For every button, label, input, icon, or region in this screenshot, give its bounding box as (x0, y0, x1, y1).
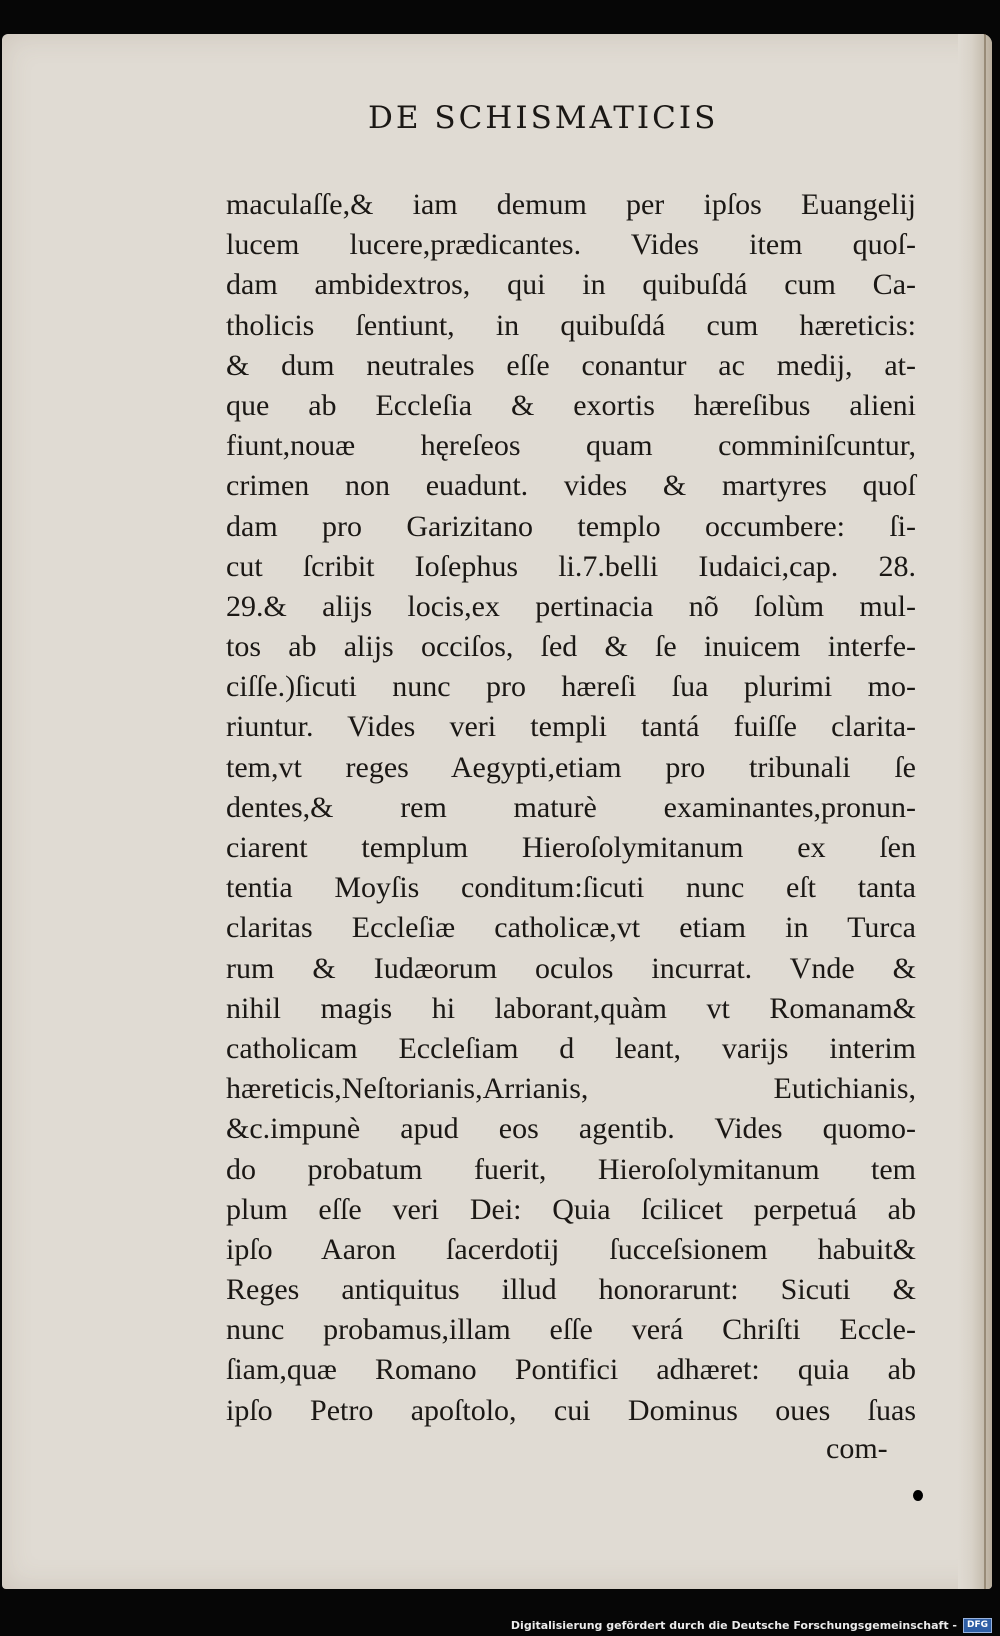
text-line: ipſo Aaron ſacerdotij ſucceſsionem habuit& (226, 1232, 916, 1266)
text-line: catholicam Eccleſiam d leant, varijs interim (226, 1031, 916, 1065)
text-line: nunc probamus,illam eſſe verá Chriſti Eccle- (226, 1313, 916, 1347)
text-line: ſiam,quæ Romano Pontifici adhæret: quia ab (226, 1353, 916, 1387)
text-line: dam ambidextros, qui in quibuſdá cum Ca- (226, 268, 916, 302)
page-edge (958, 34, 992, 1589)
text-line: que ab Eccleſia & exortis hæreſibus alieni (226, 388, 916, 422)
text-line: fiunt,nouæ hęreſeos quam comminiſcuntur, (226, 429, 916, 463)
footer-credit: Digitalisierung gefördert durch die Deutsche Forschungsgemeinschaft - (510, 1618, 957, 1632)
ink-dot (913, 1490, 923, 1501)
running-header: DE SCHISMATICIS (368, 100, 719, 136)
digitization-footer (511, 1616, 992, 1634)
text-line: plum eſſe veri Dei: Quia ſcilicet perpetuá ab (226, 1192, 916, 1226)
text-line: dentes,& rem maturè examinantes,pronun- (226, 790, 916, 824)
text-line: cut ſcribit Ioſephus li.7.belli Iudaici,cap. 28. (226, 549, 916, 583)
text-line: nihil magis hi laborant,quàm vt Romanam& (226, 991, 916, 1025)
page-body-text (226, 185, 916, 1431)
text-line: &c.impunè apud eos agentib. Vides quomo- (226, 1112, 916, 1146)
text-line: rum & Iudæorum oculos incurrat. Vnde & (226, 951, 916, 985)
text-line: tos ab alijs occiſos, ſed & ſe inuicem interfe- (226, 630, 916, 664)
text-line: tentia Moyſis conditum:ſicuti nunc eſt tanta (226, 871, 916, 905)
page-edge-shadow (984, 34, 986, 1589)
text-line: & dum neutrales eſſe conantur ac medij, at- (226, 348, 916, 382)
text-line: hæreticis,Neſtorianis,Arrianis, Eutichianis, (226, 1072, 916, 1106)
text-line: maculaſſe,& iam demum per ipſos Euangelij (226, 188, 916, 221)
text-line: crimen non euadunt. vides & martyres quoſ (226, 469, 916, 503)
text-line: ciarent templum Hieroſolymitanum ex ſen (226, 831, 916, 864)
catchword: com- (826, 1432, 888, 1465)
text-line: tem,vt reges Aegypti,etiam pro tribunali ſe (226, 750, 916, 784)
text-line: ipſo Petro apoſtolo, cui Dominus oues ſuas (226, 1393, 916, 1427)
dfg-logo: DFG (963, 1618, 992, 1633)
text-line: claritas Eccleſiæ catholicæ,vt etiam in Turca (226, 911, 916, 945)
text-line: do probatum fuerit, Hieroſolymitanum tem (226, 1152, 916, 1186)
text-line: tholicis ſentiunt, in quibuſdá cum hæreticis: (226, 308, 916, 342)
text-line: riuntur. Vides veri templi tantá fuiſſe clarita- (226, 710, 916, 744)
text-line: Reges antiquitus illud honorarunt: Sicuti & (226, 1273, 916, 1307)
text-line: ciſſe.)ſicuti nunc pro hæreſi ſua plurimi mo- (226, 670, 916, 704)
text-line: lucem lucere,prædicantes. Vides item quoſ- (226, 228, 916, 262)
text-line: 29.& alijs locis,ex pertinacia nõ ſolùm mul- (226, 589, 916, 623)
text-line: dam pro Garizitano templo occumbere: ſi- (226, 509, 916, 543)
